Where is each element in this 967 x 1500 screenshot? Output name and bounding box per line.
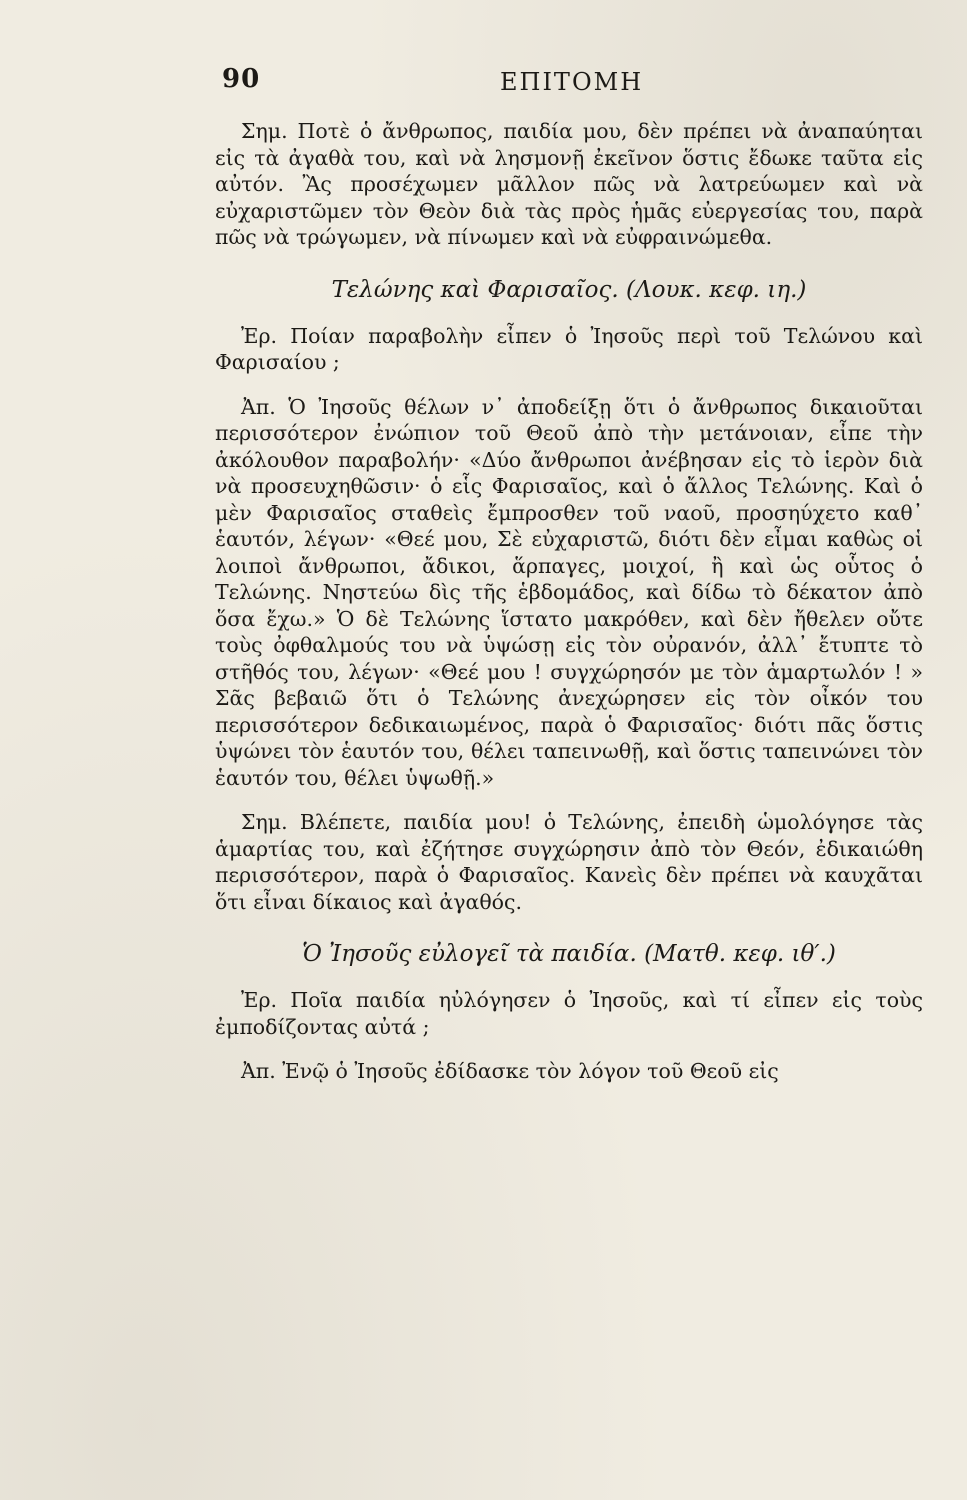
body-text bbox=[215, 118, 923, 1085]
note-paragraph: Σημ. Ποτὲ ὁ ἄνθρωπος, παιδία μου, δὲν πρέπει νὰ ἀναπαύηται εἰς τὰ ἀγαθὰ του, καὶ νὰ λησμονῇ ἐκεῖνον ὅστις ἔδωκε ταῦτα εἰς αὐτόν. Ἂς προσέχωμεν μᾶλλον πῶς νὰ λατρεύωμεν καὶ νὰ εὐχαριστῶμεν τὸν Θεὸν διὰ τὰς πρὸς ἡμᾶς εὐεργεσίας του, παρὰ πῶς νὰ τρώγωμεν, νὰ πίνωμεν καὶ νὰ εὐφραινώμεθα. bbox=[215, 119, 923, 249]
note-paragraph: Σημ. Βλέπετε, παιδία μου! ὁ Τελώνης, ἐπειδὴ ὡμολόγησε τὰς ἁμαρτίας του, καὶ ἐζήτησε συγχώρησιν ἀπὸ τὸν Θεόν, ἐδικαιώθη περισσότερον, παρὰ ὁ Φαρισαῖος. Κανεὶς δὲν πρέπει νὰ καυχᾶται ὅτι εἶναι δίκαιος καὶ ἀγαθός. bbox=[215, 810, 923, 914]
question-paragraph: Ἐρ. Ποίαν παραβολὴν εἶπεν ὁ Ἰησοῦς περὶ τοῦ Τελώνου καὶ Φαρισαίου ; bbox=[215, 323, 923, 374]
section-heading: Τελώνης καὶ Φαρισαῖος. (Λουκ. κεφ. ιη.) bbox=[331, 276, 807, 303]
section-heading: Ὁ Ἰησοῦς εὐλογεῖ τὰ παιδία. (Ματθ. κεφ. ιθ′.) bbox=[302, 941, 836, 967]
answer-paragraph: Ἀπ. Ὁ Ἰησοῦς θέλων ν᾽ ἀποδείξῃ ὅτι ὁ ἄνθρωπος δικαιοῦται περισσότερον ἐνώπιον τοῦ Θεοῦ ἀπὸ τὴν μετάνοιαν, εἶπε τὴν ἀκόλουθον παραβολήν· «Δύο ἄνθρωποι ἀνέβησαν εἰς τὸ ἱερὸν διὰ νὰ προσευχηθῶσιν· ὁ εἷς Φαρισαῖος, καὶ ὁ ἄλλος Τελώνης. Καὶ ὁ μὲν Φαρισαῖος σταθεὶς ἔμπροσθεν τοῦ ναοῦ, προσηύχετο καθ᾽ ἑαυτόν, λέγων· «Θεέ μου, Σὲ εὐχαριστῶ, διότι δὲν εἶμαι καθὼς οἱ λοιποὶ ἄνθρωποι, ἄδικοι, ἅρπαγες, μοιχοί, ἢ καὶ ὡς οὗτος ὁ Τελώνης. Νηστεύω δὶς τῆς ἑβδομάδος, καὶ δίδω τὸ δέκατον ἀπὸ ὅσα ἔχω.» Ὁ δὲ Τελώνης ἵστατο μακρόθεν, καὶ δὲν ἤθελεν οὔτε τοὺς ὀφθαλμούς του νὰ ὑψώσῃ εἰς τὸν οὐρανόν, ἀλλ᾽ ἔτυπτε τὸ στῆθός του, λέγων· «Θεέ μου ! συγχώρησόν με τὸν ἁμαρτωλόν ! » Σᾶς βεβαιῶ ὅτι ὁ Τελώνης ἀνεχώρησεν εἰς τὸν οἶκόν του περισσότερον δεδικαιωμένος, παρὰ ὁ Φαρισαῖος· διότι πᾶς ὅστις ὑψώνει τὸν ἑαυτόν του, θέλει ταπεινωθῇ, καὶ ὅστις ταπεινώνει τὸν ἑαυτόν του, θέλει ὑψωθῇ.» bbox=[215, 394, 923, 790]
running-title: ΕΠΙΤΟΜΗ bbox=[500, 68, 644, 96]
page-number: 90 bbox=[222, 64, 261, 94]
question-paragraph: Ἐρ. Ποῖα παιδία ηὐλόγησεν ὁ Ἰησοῦς, καὶ τί εἶπεν εἰς τοὺς ἐμποδίζοντας αὐτά ; bbox=[215, 988, 923, 1039]
answer-paragraph: Ἀπ. Ἐνῷ ὁ Ἰησοῦς ἐδίδασκε τὸν λόγον τοῦ Θεοῦ εἰς bbox=[241, 1059, 779, 1083]
running-head bbox=[0, 64, 967, 104]
